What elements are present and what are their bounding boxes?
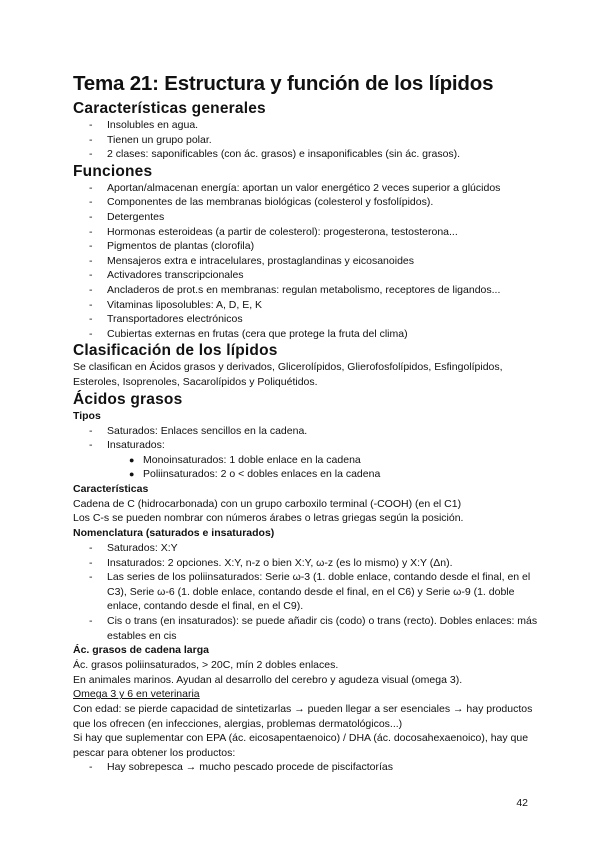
section-heading-acidos-grasos: Ácidos grasos — [73, 390, 183, 408]
document-page — [73, 70, 543, 775]
insaturados-sublist — [73, 453, 543, 482]
list-item: - Tienen un grupo polar. — [89, 133, 212, 146]
paragraph: Si hay que suplementar con EPA (ác. eicosapentaenoico) / DHA (ác. docosahexaenoico), hay que pescar para obtener los productos: — [73, 732, 529, 759]
tipos-list — [73, 424, 543, 453]
funciones-list — [73, 181, 543, 342]
nomenclatura-list — [73, 541, 543, 643]
list-item: - Saturados: Enlaces sencillos en la cadena. — [89, 424, 308, 437]
list-item: - Insolubles en agua. — [89, 119, 199, 131]
list-item: - 2 clases: saponificables (con ác. grasos) e insaponificables (sin ác. grasos). — [89, 148, 461, 161]
list-item: ● Poliinsaturados: 2 o < dobles enlaces en la cadena — [129, 468, 381, 481]
list-item: - Ancladeros de prot.s en membranas: regulan metabolismo, receptores de ligandos... — [89, 283, 501, 296]
subheading-tipos: Tipos — [73, 409, 101, 422]
page-number: 42 — [516, 797, 528, 809]
list-item: - Transportadores electrónicos — [89, 313, 243, 326]
list-item: - Hay sobrepesca → mucho pescado procede de piscifactorías — [89, 761, 393, 774]
list-item: - Activadores transcripcionales — [89, 269, 244, 282]
list-item: - Aportan/almacenan energía: aportan un valor energético 2 veces superior a glúcidos — [89, 181, 501, 194]
list-item: - Cis o trans (en insaturados): se puede añadir cis (codo) o trans (recto). Dobles enlaces: más estables en cis — [89, 615, 538, 642]
list-item: - Componentes de las membranas biológicas (colesterol y fosfolípidos). — [89, 196, 434, 209]
paragraph: Los C-s se pueden nombrar con números árabes o letras griegas según la posición. — [73, 512, 464, 525]
list-item: - Hormonas esteroideas (a partir de colesterol): progesterona, testosterona... — [89, 225, 458, 238]
paragraph: Cadena de C (hidrocarbonada) con un grupo carboxilo terminal (-COOH) (en el C1) — [73, 497, 462, 510]
list-item: - Cubiertas externas en frutas (cera que protege la fruta del clima) — [89, 327, 408, 340]
list-item: - Insaturados: — [89, 439, 165, 452]
list-item: - Las series de los poliinsaturados: Serie ω-3 (1. doble enlace, contando desde el final, en el C3), Serie ω-6 (1. doble enlace, contando desde el final, en el C6) y Serie ω-9 (1. doble enlace, contando desde el final, en el C9). — [89, 571, 531, 613]
paragraph: En animales marinos. Ayudan al desarrollo del cerebro y agudeza visual (omega 3). — [73, 673, 463, 686]
list-item: - Mensajeros extra e intracelulares, prostaglandinas y eicosanoides — [89, 254, 415, 267]
paragraph: Con edad: se pierde capacidad de sintetizarlas → pueden llegar a ser esenciales → hay productos que los ofrecen (en infecciones, alergias, problemas dermatológicos...) — [73, 703, 533, 730]
list-item: - Vitaminas liposolubles: A, D, E, K — [89, 298, 263, 311]
paragraph: Ác. grasos poliinsaturados, > 20C, mín 2 dobles enlaces. — [73, 659, 339, 672]
list-item: ● Monoinsaturados: 1 doble enlace en la cadena — [129, 453, 361, 466]
list-item: - Detergentes — [89, 210, 165, 223]
subheading-caracteristicas: Características — [73, 482, 149, 495]
section-heading-clasificacion: Clasificación de los lípidos — [73, 342, 278, 360]
list-item: - Pigmentos de plantas (clorofila) — [89, 240, 255, 253]
subheading-nomenclatura: Nomenclatura (saturados e insaturados) — [73, 527, 275, 540]
omega-list — [73, 760, 543, 775]
list-item: - Saturados: X:Y — [89, 542, 178, 555]
page-title: Tema 21: Estructura y función de los lípidos — [73, 72, 494, 95]
clasificacion-text: Se clasifican en Ácidos grasos y derivados, Glicerolípidos, Glierofosfolípidos, Esfingolípidos, Esteroles, Isoprenoles, Sacarolípidos y Poliquétidos. — [73, 361, 503, 388]
section-heading-caracteristicas-generales: Características generales — [73, 100, 266, 117]
list-item: - Insaturados: 2 opciones. X:Y, n-z o bien X:Y, ω-z (es lo mismo) y X:Y (Δn). — [89, 556, 453, 569]
caracteristicas-generales-list — [73, 118, 543, 162]
section-heading-funciones: Funciones — [73, 162, 153, 180]
omega-subheading: Omega 3 y 6 en veterinaria — [73, 688, 200, 701]
subheading-cadena-larga: Ác. grasos de cadena larga — [73, 644, 209, 657]
